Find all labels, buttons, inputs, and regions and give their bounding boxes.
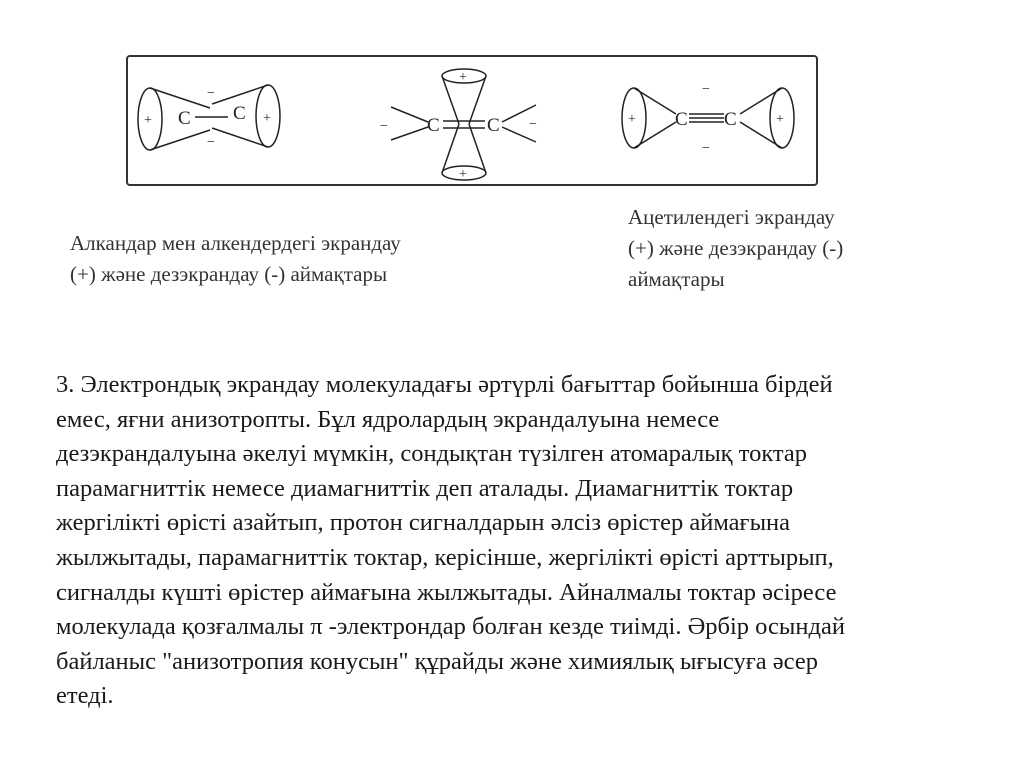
paragraph-line: молекулада қозғалмалы π -электрондар болған кезде тиімді. Әрбір осындай	[56, 613, 845, 641]
plus-sign: +	[459, 70, 467, 85]
paragraph-line: жылжытады, парамагниттік токтар, керісінше, жергілікті өрісті арттырып,	[56, 543, 834, 571]
minus-sign: −	[207, 86, 215, 101]
paragraph-line: жергілікті өрісті азайтып, протон сигналдарын әлсіз өрістер аймағына	[56, 509, 791, 537]
plus-sign: +	[144, 113, 152, 128]
caption-line: (+) және дезэкрандау (-)	[628, 236, 844, 260]
alkane-alkene-caption	[70, 228, 401, 290]
cone-edge	[634, 122, 676, 148]
alkene-cone-diagram	[391, 69, 536, 180]
caption-line: Ацетилендегі экрандау	[628, 205, 835, 229]
substituent-bond	[391, 127, 428, 140]
plus-sign: +	[459, 167, 467, 182]
atom-label: C	[178, 108, 191, 129]
caption-line: Алкандар мен алкендердегі экрандау	[70, 231, 401, 255]
plus-sign: +	[628, 112, 636, 127]
minus-sign: −	[380, 119, 388, 134]
plus-sign: +	[776, 112, 784, 127]
substituent-bond	[391, 107, 428, 122]
plus-sign: +	[263, 111, 271, 126]
paragraph-line: парамагниттік немесе диамагниттік деп аталады. Диамагниттік токтар	[56, 474, 794, 502]
paragraph-line: байланыс "анизотропия конусын" құрайды және химиялық ығысуға әсер	[56, 647, 818, 675]
minus-sign: −	[529, 117, 537, 132]
atom-label: C	[487, 115, 500, 136]
paragraph-line: дезэкрандалуына әкелуі мүмкін, сондықтан түзілген атомаралық токтар	[56, 440, 808, 468]
acetylene-cone-diagram	[622, 88, 794, 148]
cone-edge	[634, 88, 676, 114]
minus-sign: −	[702, 141, 710, 156]
cone-edge	[740, 88, 782, 114]
acetylene-caption	[628, 202, 843, 295]
caption-line: (+) және дезэкрандау (-) аймақтары	[70, 262, 388, 286]
paragraph-line: сигналды күшті өрістер аймағына жылжытады. Айналмалы токтар әсіресе	[56, 578, 837, 606]
caption-line: аймақтары	[628, 267, 725, 291]
atom-label: C	[724, 109, 737, 130]
paragraph-line: 3. Электрондық экрандау молекуладағы әртүрлі бағыттар бойынша бірдей	[56, 371, 833, 398]
paragraph-line: етеді.	[56, 682, 114, 710]
minus-sign: −	[702, 82, 710, 97]
atom-label: C	[427, 115, 440, 136]
body-paragraph	[56, 368, 845, 714]
paragraph-line: емес, яғни анизотропты. Бұл ядролардың экрандалуына немесе	[56, 405, 720, 433]
atom-label: C	[233, 103, 246, 124]
minus-sign: −	[207, 135, 215, 150]
atom-label: C	[675, 109, 688, 130]
anisotropy-cones-figure	[0, 0, 1024, 200]
